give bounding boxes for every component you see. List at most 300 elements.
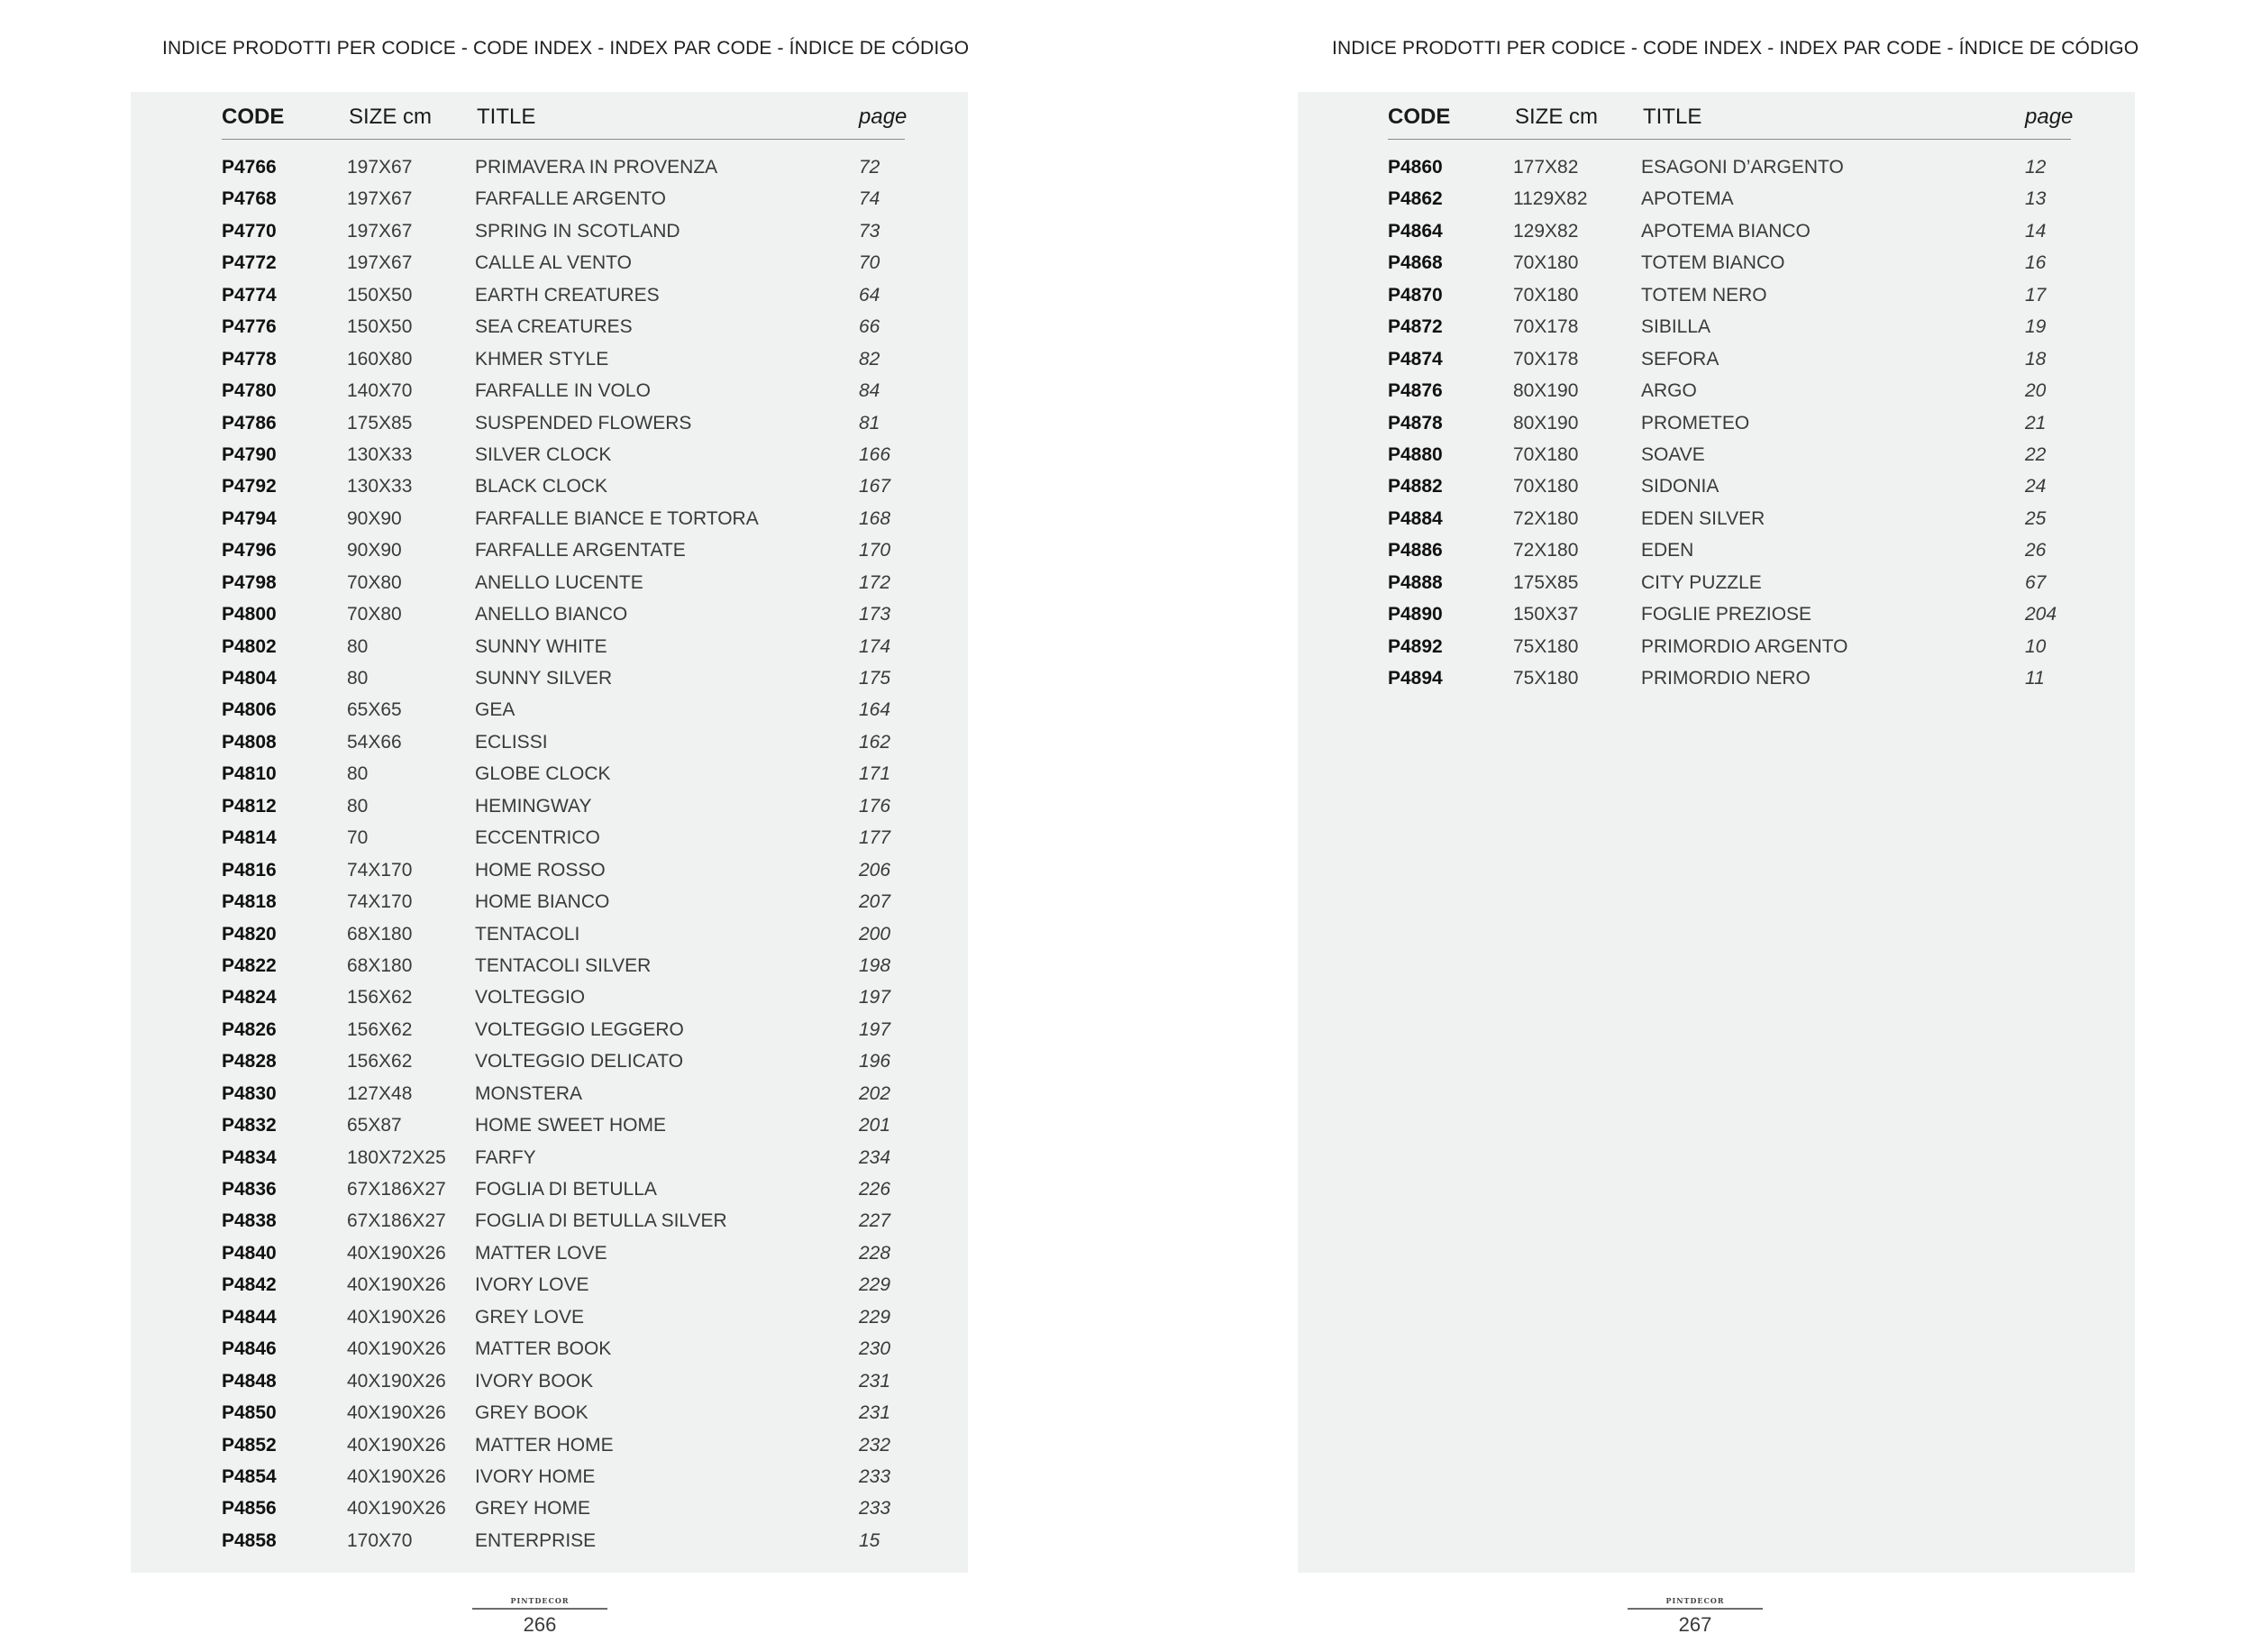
row-code: P4840 [222,1242,277,1264]
row-code: P4816 [222,859,277,881]
row-title: SUNNY SILVER [475,668,613,689]
row-size: 130X33 [347,476,413,497]
table-row [1388,569,2071,600]
row-page: 207 [859,891,891,913]
table-row [222,1367,905,1399]
row-code: P4818 [222,891,277,913]
row-page: 200 [859,923,891,945]
page-footer [472,1595,607,1637]
brand-logo: PINTDECOR [510,1596,570,1605]
right-page [1126,0,2253,1652]
table-row [222,217,905,249]
row-size: 70X180 [1513,252,1579,274]
table-row [222,983,905,1015]
row-page: 12 [2025,157,2047,178]
table-row [222,1047,905,1079]
row-size: 197X67 [347,157,413,178]
table-row [1388,377,2071,408]
row-page: 231 [859,1370,891,1392]
row-title: HOME BIANCO [475,891,610,913]
row-size: 70X178 [1513,348,1579,370]
row-title: GREY BOOK [475,1402,588,1424]
row-code: P4884 [1388,507,1443,529]
row-code: P4886 [1388,540,1443,561]
row-title: FOGLIA DI BETULLA SILVER [475,1210,727,1232]
row-code: P4792 [222,476,277,497]
row-size: 80 [347,795,369,817]
row-page: 231 [859,1402,891,1424]
row-title: FARFY [475,1146,536,1168]
row-code: P4772 [222,252,277,274]
row-size: 177X82 [1513,157,1579,178]
row-code: P4832 [222,1115,277,1136]
page-footer [1628,1595,1763,1637]
row-title: SPRING IN SCOTLAND [475,220,680,242]
row-size: 70X80 [347,571,402,593]
row-title: SIDONIA [1641,476,1719,497]
index-rows [222,153,905,1558]
row-title: ARGO [1641,380,1697,402]
row-page: 166 [859,443,891,465]
table-row [222,1207,905,1238]
table-row [222,1527,905,1558]
row-code: P4770 [222,220,277,242]
table-row [222,1080,905,1111]
row-page: 84 [859,380,880,402]
row-code: P4892 [1388,635,1443,657]
row-code: P4820 [222,923,277,945]
row-size: 197X67 [347,188,413,210]
row-title: SIBILLA [1641,316,1711,338]
row-page: 70 [859,252,880,274]
row-code: P4838 [222,1210,277,1232]
row-page: 226 [859,1179,891,1200]
row-page: 233 [859,1498,891,1520]
row-title: ECCENTRICO [475,827,600,849]
row-code: P4780 [222,380,277,402]
table-row [222,1271,905,1302]
row-page: 20 [2025,380,2047,402]
row-size: 170X70 [347,1529,413,1551]
row-code: P4870 [1388,284,1443,306]
row-code: P4890 [1388,604,1443,625]
row-title: SOAVE [1641,443,1705,465]
row-code: P4830 [222,1082,277,1104]
row-page: 233 [859,1465,891,1487]
row-page: 17 [2025,284,2047,306]
column-header-page: page [859,105,908,129]
table-row [1388,153,2071,185]
table-row [1388,313,2071,344]
table-row [1388,185,2071,216]
row-title: FARFALLE ARGENTO [475,188,667,210]
row-code: P4766 [222,157,277,178]
row-title: MONSTERA [475,1082,583,1104]
row-size: 72X180 [1513,540,1579,561]
column-header-size: SIZE cm [349,105,433,129]
row-size: 67X186X27 [347,1210,446,1232]
row-size: 150X50 [347,284,413,306]
row-page: 22 [2025,443,2047,465]
row-page: 73 [859,220,880,242]
table-row [222,1016,905,1047]
row-page: 13 [2025,188,2047,210]
row-code: P4776 [222,316,277,338]
row-page: 164 [859,699,891,721]
table-row [222,1303,905,1335]
row-page: 74 [859,188,880,210]
row-size: 40X190X26 [347,1402,446,1424]
row-code: P4836 [222,1179,277,1200]
table-row [222,633,905,664]
row-title: ECLISSI [475,731,548,753]
row-size: 75X180 [1513,668,1579,689]
table-row [222,664,905,696]
table-row [1388,600,2071,632]
row-code: P4798 [222,571,277,593]
row-size: 40X190X26 [347,1370,446,1392]
row-size: 67X186X27 [347,1179,446,1200]
table-row [222,377,905,408]
row-page: 170 [859,540,891,561]
column-header-row [222,105,908,140]
row-size: 127X48 [347,1082,413,1104]
page-header: INDICE PRODOTTI PER CODICE - CODE INDEX - INDEX PAR CODE - ÍNDICE DE CÓDIGO [162,38,970,59]
row-page: 16 [2025,252,2047,274]
column-header-code: CODE [1388,105,1451,129]
row-title: GREY HOME [475,1498,590,1520]
table-row [222,249,905,280]
row-size: 90X90 [347,507,402,529]
row-code: P4796 [222,540,277,561]
table-row [222,409,905,441]
row-size: 80 [347,763,369,785]
row-title: FARFALLE IN VOLO [475,380,651,402]
row-size: 70X180 [1513,284,1579,306]
row-page: 82 [859,348,880,370]
table-row [1388,472,2071,504]
index-rows [1388,153,2071,696]
row-title: PRIMORDIO NERO [1641,668,1811,689]
row-page: 202 [859,1082,891,1104]
row-title: FOGLIE PREZIOSE [1641,604,1812,625]
row-size: 40X190X26 [347,1465,446,1487]
row-title: HOME ROSSO [475,859,606,881]
table-row [222,153,905,185]
row-size: 197X67 [347,220,413,242]
row-code: P4852 [222,1434,277,1456]
row-code: P4882 [1388,476,1443,497]
row-size: 175X85 [347,412,413,434]
row-size: 40X190X26 [347,1306,446,1328]
row-page: 162 [859,731,891,753]
row-code: P4856 [222,1498,277,1520]
column-header-code: CODE [222,105,285,129]
table-row [222,1335,905,1366]
row-title: BLACK CLOCK [475,476,608,497]
table-row [1388,505,2071,536]
row-page: 72 [859,157,880,178]
row-code: P4854 [222,1465,277,1487]
row-title: FARFALLE BIANCE E TORTORA [475,507,759,529]
table-row [1388,409,2071,441]
row-size: 70X178 [1513,316,1579,338]
row-code: P4864 [1388,220,1443,242]
row-title: FOGLIA DI BETULLA [475,1179,657,1200]
row-size: 70 [347,827,369,849]
row-size: 40X190X26 [347,1242,446,1264]
row-page: 10 [2025,635,2047,657]
row-size: 40X190X26 [347,1434,446,1456]
row-title: SEFORA [1641,348,1719,370]
row-code: P4874 [1388,348,1443,370]
row-size: 156X62 [347,1051,413,1072]
table-row [222,1431,905,1463]
row-code: P4804 [222,668,277,689]
table-row [222,1175,905,1207]
row-page: 64 [859,284,880,306]
row-page: 196 [859,1051,891,1072]
row-size: 140X70 [347,380,413,402]
table-row [222,185,905,216]
row-page: 232 [859,1434,891,1456]
row-code: P4786 [222,412,277,434]
table-row [1388,281,2071,313]
row-code: P4822 [222,954,277,976]
row-title: HEMINGWAY [475,795,592,817]
row-page: 24 [2025,476,2047,497]
table-row [222,1239,905,1271]
table-row [222,600,905,632]
row-size: 160X80 [347,348,413,370]
table-row [1388,633,2071,664]
row-code: P4862 [1388,188,1443,210]
row-page: 229 [859,1306,891,1328]
row-title: SEA CREATURES [475,316,633,338]
row-title: VOLTEGGIO LEGGERO [475,1018,684,1040]
table-row [222,824,905,855]
row-title: SILVER CLOCK [475,443,612,465]
row-title: ANELLO LUCENTE [475,571,643,593]
table-row [222,856,905,888]
row-page: 168 [859,507,891,529]
row-page: 26 [2025,540,2047,561]
row-code: P4846 [222,1338,277,1360]
table-row [1388,217,2071,249]
row-page: 176 [859,795,891,817]
row-code: P4768 [222,188,277,210]
row-page: 227 [859,1210,891,1232]
row-title: EARTH CREATURES [475,284,660,306]
row-page: 66 [859,316,880,338]
row-code: P4878 [1388,412,1443,434]
row-size: 40X190X26 [347,1338,446,1360]
row-size: 80 [347,635,369,657]
footer-divider [1628,1608,1763,1610]
row-size: 74X170 [347,859,413,881]
row-title: VOLTEGGIO [475,987,586,1009]
row-title: IVORY HOME [475,1465,596,1487]
row-size: 40X190X26 [347,1274,446,1296]
row-code: P4868 [1388,252,1443,274]
row-size: 80X190 [1513,412,1579,434]
row-size: 130X33 [347,443,413,465]
row-code: P4806 [222,699,277,721]
row-code: P4812 [222,795,277,817]
row-code: P4888 [1388,571,1443,593]
row-page: 204 [2025,604,2057,625]
row-title: APOTEMA BIANCO [1641,220,1811,242]
row-page: 18 [2025,348,2047,370]
row-title: ESAGONI D’ARGENTO [1641,157,1844,178]
row-title: IVORY LOVE [475,1274,589,1296]
row-page: 201 [859,1115,891,1136]
row-size: 150X37 [1513,604,1579,625]
row-title: MATTER HOME [475,1434,614,1456]
row-page: 81 [859,412,880,434]
row-size: 70X80 [347,604,402,625]
row-page: 67 [2025,571,2047,593]
table-row [222,441,905,472]
row-page: 14 [2025,220,2047,242]
row-title: EDEN SILVER [1641,507,1765,529]
row-page: 173 [859,604,891,625]
row-code: P4860 [1388,157,1443,178]
row-code: P4778 [222,348,277,370]
row-page: 11 [2025,668,2045,689]
row-title: MATTER BOOK [475,1338,612,1360]
row-page: 19 [2025,316,2047,338]
row-size: 68X180 [347,923,413,945]
table-row [222,1494,905,1526]
table-row [222,1463,905,1494]
row-size: 150X50 [347,316,413,338]
row-page: 177 [859,827,891,849]
row-code: P4774 [222,284,277,306]
table-row [222,760,905,791]
row-page: 198 [859,954,891,976]
row-size: 129X82 [1513,220,1579,242]
row-page: 21 [2025,412,2047,434]
table-row [222,569,905,600]
column-header-size: SIZE cm [1515,105,1599,129]
row-title: ENTERPRISE [475,1529,597,1551]
row-title: CITY PUZZLE [1641,571,1762,593]
row-code: P4876 [1388,380,1443,402]
row-title: GLOBE CLOCK [475,763,611,785]
row-size: 70X180 [1513,476,1579,497]
row-size: 70X180 [1513,443,1579,465]
table-row [222,281,905,313]
row-code: P4848 [222,1370,277,1392]
row-title: APOTEMA [1641,188,1734,210]
row-code: P4872 [1388,316,1443,338]
row-size: 156X62 [347,1018,413,1040]
row-code: P4790 [222,443,277,465]
row-title: PRIMAVERA IN PROVENZA [475,157,718,178]
table-row [1388,249,2071,280]
row-title: HOME SWEET HOME [475,1115,666,1136]
row-code: P4880 [1388,443,1443,465]
page-header: INDICE PRODOTTI PER CODICE - CODE INDEX - INDEX PAR CODE - ÍNDICE DE CÓDIGO [1332,38,2139,59]
table-row [222,1144,905,1175]
row-code: P4800 [222,604,277,625]
table-row [222,920,905,952]
row-title: CALLE AL VENTO [475,252,632,274]
row-code: P4844 [222,1306,277,1328]
row-code: P4802 [222,635,277,657]
row-page: 175 [859,668,891,689]
row-page: 15 [859,1529,880,1551]
page-number: 266 [523,1612,557,1636]
row-size: 65X87 [347,1115,402,1136]
row-size: 68X180 [347,954,413,976]
brand-logo: PINTDECOR [1665,1596,1725,1605]
footer-divider [472,1608,607,1610]
table-row [222,313,905,344]
table-row [222,536,905,568]
row-code: P4808 [222,731,277,753]
row-code: P4858 [222,1529,277,1551]
row-title: VOLTEGGIO DELICATO [475,1051,684,1072]
table-row [1388,345,2071,377]
page-number: 267 [1678,1612,1712,1636]
row-code: P4814 [222,827,277,849]
row-title: PRIMORDIO ARGENTO [1641,635,1848,657]
table-row [222,728,905,760]
table-row [1388,664,2071,696]
row-size: 74X170 [347,891,413,913]
row-title: KHMER STYLE [475,348,609,370]
row-size: 197X67 [347,252,413,274]
row-title: GEA [475,699,515,721]
row-size: 175X85 [1513,571,1579,593]
row-size: 90X90 [347,540,402,561]
row-title: TENTACOLI [475,923,580,945]
row-title: TENTACOLI SILVER [475,954,652,976]
row-code: P4850 [222,1402,277,1424]
row-size: 65X65 [347,699,402,721]
table-row [222,888,905,919]
row-title: GREY LOVE [475,1306,584,1328]
row-page: 171 [859,763,891,785]
row-page: 197 [859,1018,891,1040]
table-row [222,952,905,983]
row-page: 174 [859,635,891,657]
column-header-page: page [2025,105,2074,129]
row-page: 206 [859,859,891,881]
row-size: 1129X82 [1513,188,1588,210]
row-title: MATTER LOVE [475,1242,607,1264]
row-page: 228 [859,1242,891,1264]
row-code: P4842 [222,1274,277,1296]
row-size: 40X190X26 [347,1498,446,1520]
row-size: 72X180 [1513,507,1579,529]
row-size: 80 [347,668,369,689]
row-code: P4828 [222,1051,277,1072]
row-title: FARFALLE ARGENTATE [475,540,686,561]
row-page: 172 [859,571,891,593]
row-title: TOTEM NERO [1641,284,1767,306]
row-title: PROMETEO [1641,412,1750,434]
row-size: 156X62 [347,987,413,1009]
row-code: P4824 [222,987,277,1009]
table-row [1388,536,2071,568]
table-row [222,792,905,824]
row-size: 180X72X25 [347,1146,446,1168]
row-title: EDEN [1641,540,1694,561]
row-page: 197 [859,987,891,1009]
